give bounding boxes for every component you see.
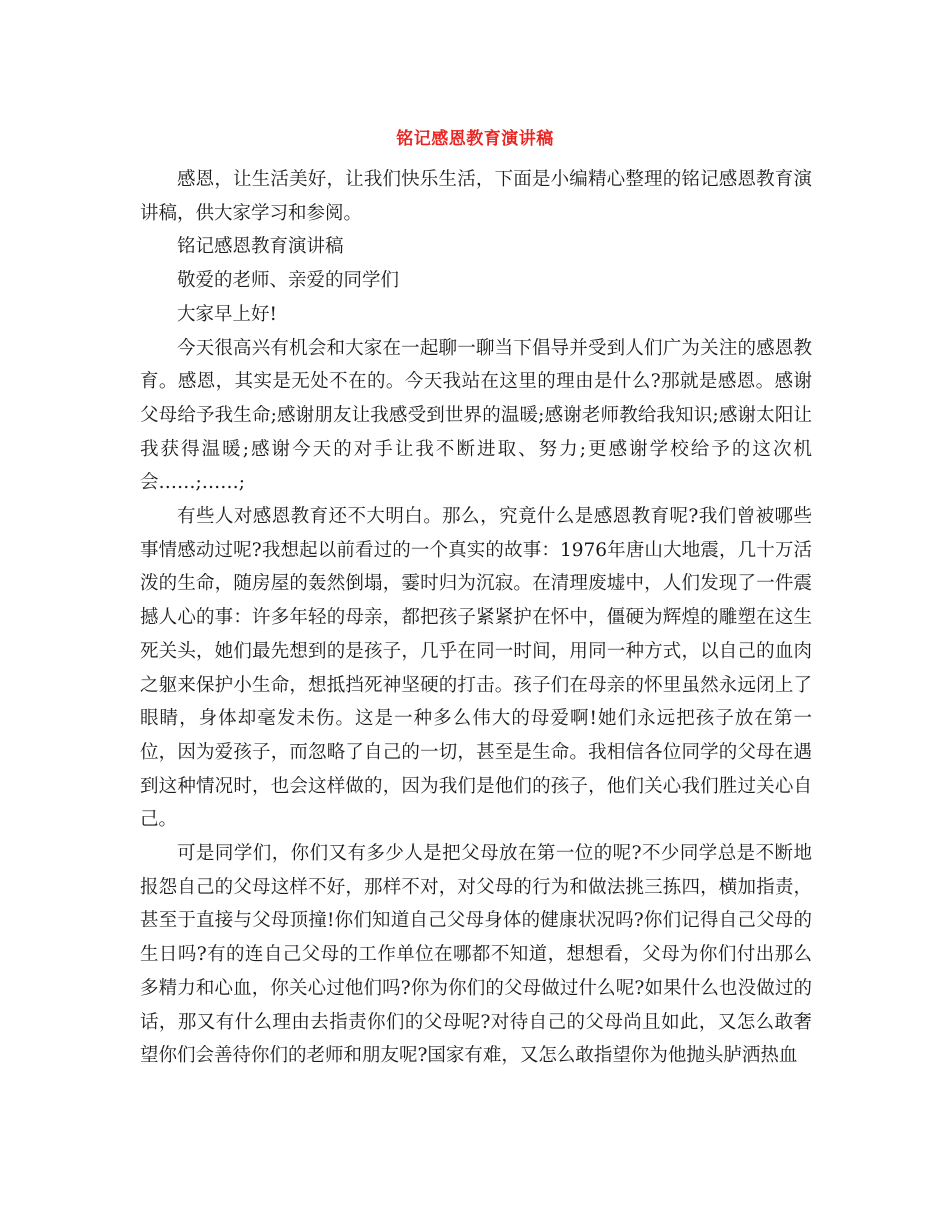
intro-paragraph: 感恩，让生活美好，让我们快乐生活，下面是小编精心整理的铭记感恩教育演讲稿，供大家学习和参阅。 bbox=[140, 169, 812, 224]
document-body bbox=[140, 163, 812, 1073]
greeting: 大家早上好! bbox=[177, 303, 277, 325]
body-paragraph: 有些人对感恩教育还不大明白。那么，究竟什么是感恩教育呢?我们曾被哪些事情感动过呢?我想起以前看过的一个真实的故事：1976年唐山大地震，几十万活泼的生命，随房屋的轰然倒塌，霎时归为沉寂。在清理废墟中，人们发现了一件震撼人心的事：许多年轻的母亲，都把孩子紧紧护在怀中，僵硬为辉煌的雕塑在这生死关头，她们最先想到的是孩子，几乎在同一时间，用同一种方式，以自己的血肉之躯来保护小生命，想抵挡死神坚硬的打击。孩子们在母亲的怀里虽然永远闭上了眼睛，身体却毫发未伤。这是一种多么伟大的母爱啊!她们永远把孩子放在第一位，因为爱孩子，而忽略了自己的一切，甚至是生命。我相信各位同学的父母在遇到这种情况时，也会这样做的，因为我们是他们的孩子，他们关心我们胜过关心自己。 bbox=[140, 506, 812, 831]
document-title: 铭记感恩教育演讲稿 bbox=[396, 129, 554, 149]
speech-heading: 铭记感恩教育演讲稿 bbox=[177, 236, 344, 258]
body-paragraph: 今天很高兴有机会和大家在一起聊一聊当下倡导并受到人们广为关注的感恩教育。感恩，其实是无处不在的。今天我站在这里的理由是什么?那就是感恩。感谢父母给予我生命;感谢朋友让我感受到世界的温暖;感谢老师教给我知识;感谢太阳让我获得温暖;感谢今天的对手让我不断进取、努力;更感谢学校给予的这次机会……;……; bbox=[140, 337, 812, 494]
salutation: 敬爱的老师、亲爱的同学们 bbox=[177, 270, 400, 292]
body-paragraph: 可是同学们，你们又有多少人是把父母放在第一位的呢?不少同学总是不断地报怨自己的父母这样不好，那样不对，对父母的行为和做法挑三拣四，横加指责，甚至于直接与父母顶撞!你们知道自己父母身体的健康状况吗?你们记得自己父母的生日吗?有的连自己父母的工作单位在哪都不知道，想想看，父母为你们付出那么多精力和心血，你关心过他们吗?你为你们的父母做过什么呢?如果什么也没做过的话，那又有什么理由去指责你们的父母呢?对待自己的父母尚且如此，又怎么敢奢望你们会善待你们的老师和朋友呢?国家有难，又怎么敢指望你为他抛头胪洒热血 bbox=[140, 843, 812, 1067]
